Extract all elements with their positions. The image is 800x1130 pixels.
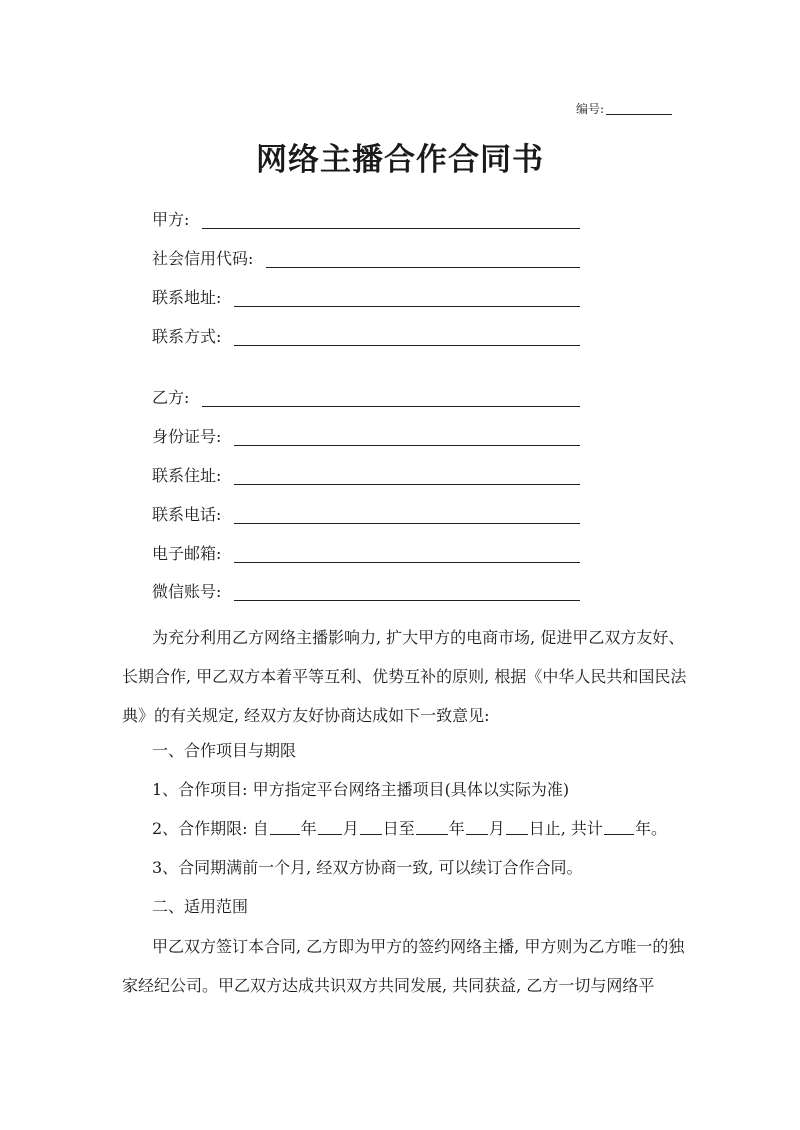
party-a-credit-code-label: 社会信用代码: bbox=[152, 249, 254, 268]
party-a-name-field bbox=[152, 208, 189, 232]
party-b-phone-blank[interactable] bbox=[234, 523, 580, 524]
total-years-blank[interactable] bbox=[604, 818, 634, 835]
party-a-contact-label: 联系方式: bbox=[152, 327, 222, 346]
document-title: 网络主播合作合同书 bbox=[256, 142, 544, 178]
party-b-address-blank[interactable] bbox=[234, 484, 580, 485]
section2-paragraph bbox=[122, 927, 692, 1005]
party-b-wechat-label: 微信账号: bbox=[152, 582, 222, 601]
serial-blank[interactable] bbox=[606, 101, 672, 115]
party-b-address-field bbox=[152, 464, 221, 488]
party-a-credit-code-field bbox=[152, 247, 253, 271]
party-a-name-label: 甲方: bbox=[152, 210, 190, 229]
section1-item2 bbox=[152, 817, 667, 841]
section1-item1: 1、合作项目: 甲方指定平台网络主播项目(具体以实际为准) bbox=[152, 780, 570, 799]
party-a-address-blank[interactable] bbox=[234, 306, 580, 307]
party-b-id-label: 身份证号: bbox=[152, 427, 222, 446]
section1-heading: 一、合作项目与期限 bbox=[152, 741, 297, 760]
end-year-blank[interactable] bbox=[416, 818, 448, 835]
section1-item3: 3、合同期满前一个月, 经双方协商一致, 可以续订合作合同。 bbox=[152, 858, 583, 877]
party-b-name-label: 乙方: bbox=[152, 388, 190, 407]
party-b-address-label: 联系住址: bbox=[152, 466, 222, 485]
party-a-contact-field bbox=[152, 325, 221, 349]
party-b-wechat-blank[interactable] bbox=[234, 600, 580, 601]
party-b-id-field bbox=[152, 425, 221, 449]
party-a-name-blank[interactable] bbox=[202, 228, 580, 229]
serial-number bbox=[576, 100, 672, 118]
party-b-email-blank[interactable] bbox=[234, 562, 580, 563]
preamble-paragraph bbox=[122, 618, 692, 735]
years-end-label: 年。 bbox=[634, 819, 667, 838]
party-b-email-field bbox=[152, 542, 221, 566]
serial-label: 编号: bbox=[576, 102, 605, 116]
party-a-address-label: 联系地址: bbox=[152, 288, 222, 307]
end-month-label: 月 bbox=[488, 819, 505, 838]
start-day-blank[interactable] bbox=[360, 818, 382, 835]
party-a-credit-code-blank[interactable] bbox=[266, 267, 580, 268]
preamble-text: 为充分利用乙方网络主播影响力, 扩大甲方的电商市场, 促进甲乙双方友好、长期合作, 甲乙双方本着平等互利、优势互补的原则, 根据《中华人民共和国民法典》的有关规定, 经双方友好协商达成如下一致意见: bbox=[122, 628, 687, 725]
start-year-blank[interactable] bbox=[270, 818, 300, 835]
party-b-wechat-field bbox=[152, 580, 221, 604]
party-b-email-label: 电子邮箱: bbox=[152, 544, 222, 563]
party-b-name-blank[interactable] bbox=[202, 406, 580, 407]
section2-text: 甲乙双方签订本合同, 乙方即为甲方的签约网络主播, 甲方则为乙方唯一的独家经纪公司。甲乙双方达成共识双方共同发展, 共同获益, 乙方一切与网络平 bbox=[122, 937, 685, 995]
party-b-id-blank[interactable] bbox=[234, 445, 580, 446]
section2-heading: 二、适用范围 bbox=[152, 897, 249, 916]
end-day-blank[interactable] bbox=[506, 818, 528, 835]
end-month-blank[interactable] bbox=[466, 818, 488, 835]
party-b-phone-label: 联系电话: bbox=[152, 505, 222, 524]
start-month-label: 月 bbox=[342, 819, 359, 838]
party-b-phone-field bbox=[152, 503, 221, 527]
start-year-label: 年 bbox=[300, 819, 317, 838]
party-a-address-field bbox=[152, 286, 221, 310]
end-label: 日止, 共计 bbox=[528, 819, 603, 838]
start-month-blank[interactable] bbox=[318, 818, 342, 835]
party-a-contact-blank[interactable] bbox=[234, 345, 580, 346]
to-label: 日至 bbox=[382, 819, 415, 838]
term-prefix: 2、合作期限: 自 bbox=[152, 819, 269, 838]
party-b-name-field bbox=[152, 386, 189, 410]
end-year-label: 年 bbox=[448, 819, 465, 838]
